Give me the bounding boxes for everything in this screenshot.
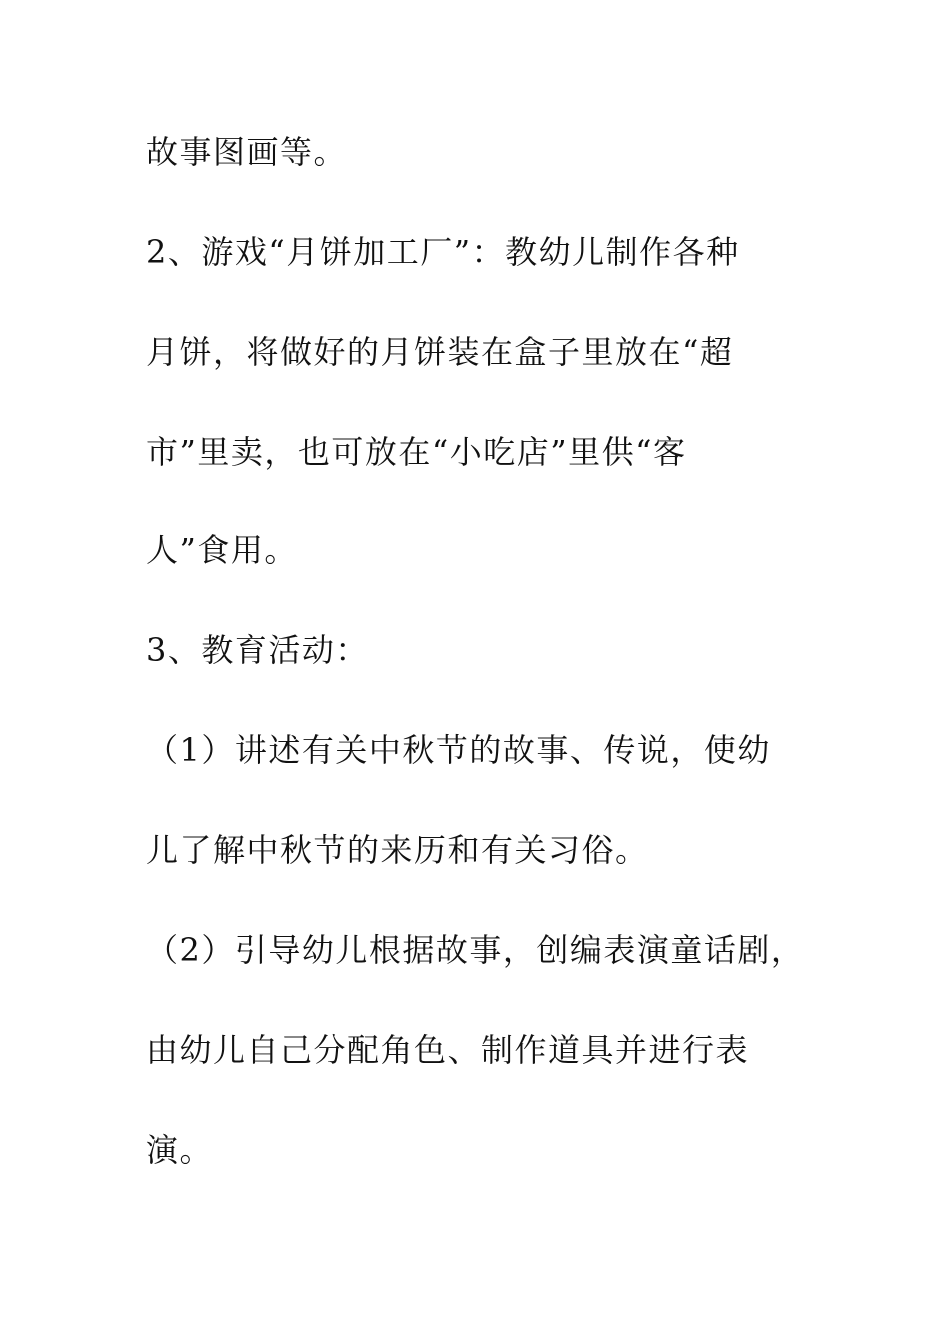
text-line: 故事图画等。 [146,133,348,171]
text-line: （1）讲述有关中秋节的故事、传说，使幼 [146,731,771,769]
text-line: 演。 [146,1131,214,1169]
text-line: 月饼，将做好的月饼装在盒子里放在“超 [146,333,734,371]
text-line: 2、游戏“月饼加工厂”：教幼儿制作各种 [146,233,740,271]
text-line: 人”食用。 [146,531,298,569]
text-line: 由幼儿自己分配角色、制作道具并进行表 [146,1031,750,1069]
text-line: 市”里卖，也可放在“小吃店”里供“客 [146,433,687,471]
text-line: （2）引导幼儿根据故事，创编表演童话剧， [146,931,805,969]
text-line: 3、教育活动： [146,631,369,669]
text-line: 儿了解中秋节的来历和有关习俗。 [146,831,649,869]
